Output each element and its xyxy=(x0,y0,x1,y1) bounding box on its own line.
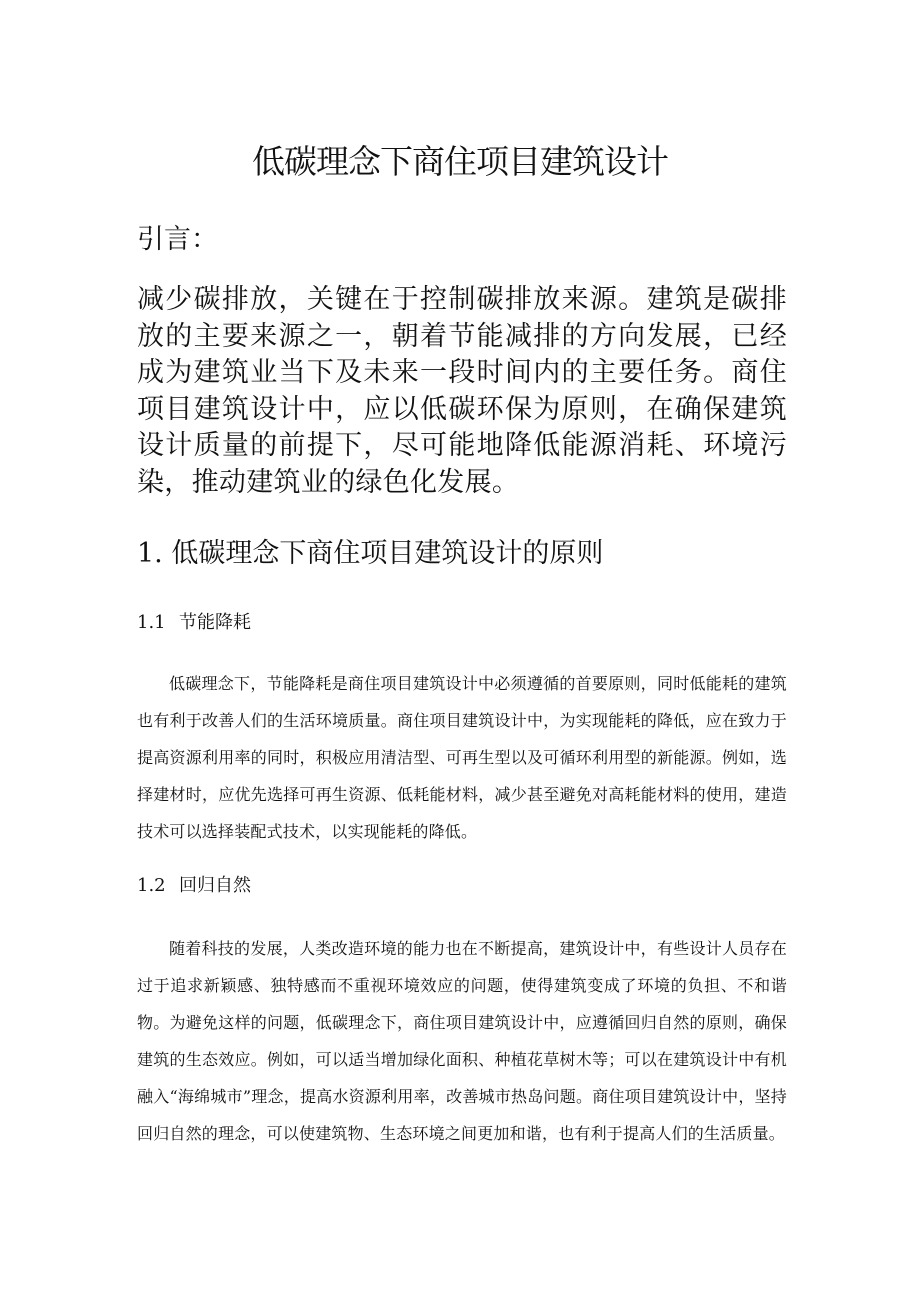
document-title: 低碳理念下商住项目建筑设计 xyxy=(252,142,668,181)
section-1-heading: 1. 低碳理念下商住项目建筑设计的原则 xyxy=(137,538,604,569)
subsection-number: 1.2 xyxy=(137,875,166,896)
subsection-1-1-paragraph: 低碳理念下，节能降耗是商住项目建筑设计中必须遵循的首要原则，同时低能耗的建筑也有利于改善人们的生活环境质量。商住项目建筑设计中，为实现能耗的降低，应在致力于提高资源利用率的同时，积极应用清洁型、可再生型以及可循环利用型的新能源。例如，选择建材时，应优先选择可再生资源、低耗能材料，减少甚至避免对高耗能材料的使用，建造技术可以选择装配式技术，以实现能耗的降低。 xyxy=(137,674,787,841)
subsection-1-2-paragraph: 随着科技的发展，人类改造环境的能力也在不断提高，建筑设计中，有些设计人员存在过于追求新颖感、独特感而不重视环境效应的问题，使得建筑变成了环境的负担、不和谐物。为避免这样的问题，低碳理念下，商住项目建筑设计中，应遵循回归自然的原则，确保建筑的生态效应。例如，可以适当增加绿化面积、种植花草树木等；可以在建筑设计中有机融入“海绵城市”理念，提高水资源利用率，改善城市热岛问题。商住项目建筑设计中，坚持回归自然的理念，可以使建筑物、生态环境之间更加和谐，也有利于提高人们的生活质量。 xyxy=(137,939,787,1143)
subsection-title: 回归自然 xyxy=(179,875,251,896)
subsection-title: 节能降耗 xyxy=(179,612,251,633)
intro-paragraph: 减少碳排放，关键在于控制碳排放来源。建筑是碳排放的主要来源之一，朝着节能减排的方向发展，已经成为建筑业当下及未来一段时间内的主要任务。商住项目建筑设计中，应以低碳环保为原则，在确保建筑设计质量的前提下，尽可能地降低能源消耗、环境污染，推动建筑业的绿色化发展。 xyxy=(137,284,787,498)
subsection-1-2-heading xyxy=(137,873,251,899)
subsection-1-1-heading xyxy=(137,610,251,636)
intro-label: 引言： xyxy=(137,224,218,255)
subsection-number: 1.1 xyxy=(137,612,166,633)
